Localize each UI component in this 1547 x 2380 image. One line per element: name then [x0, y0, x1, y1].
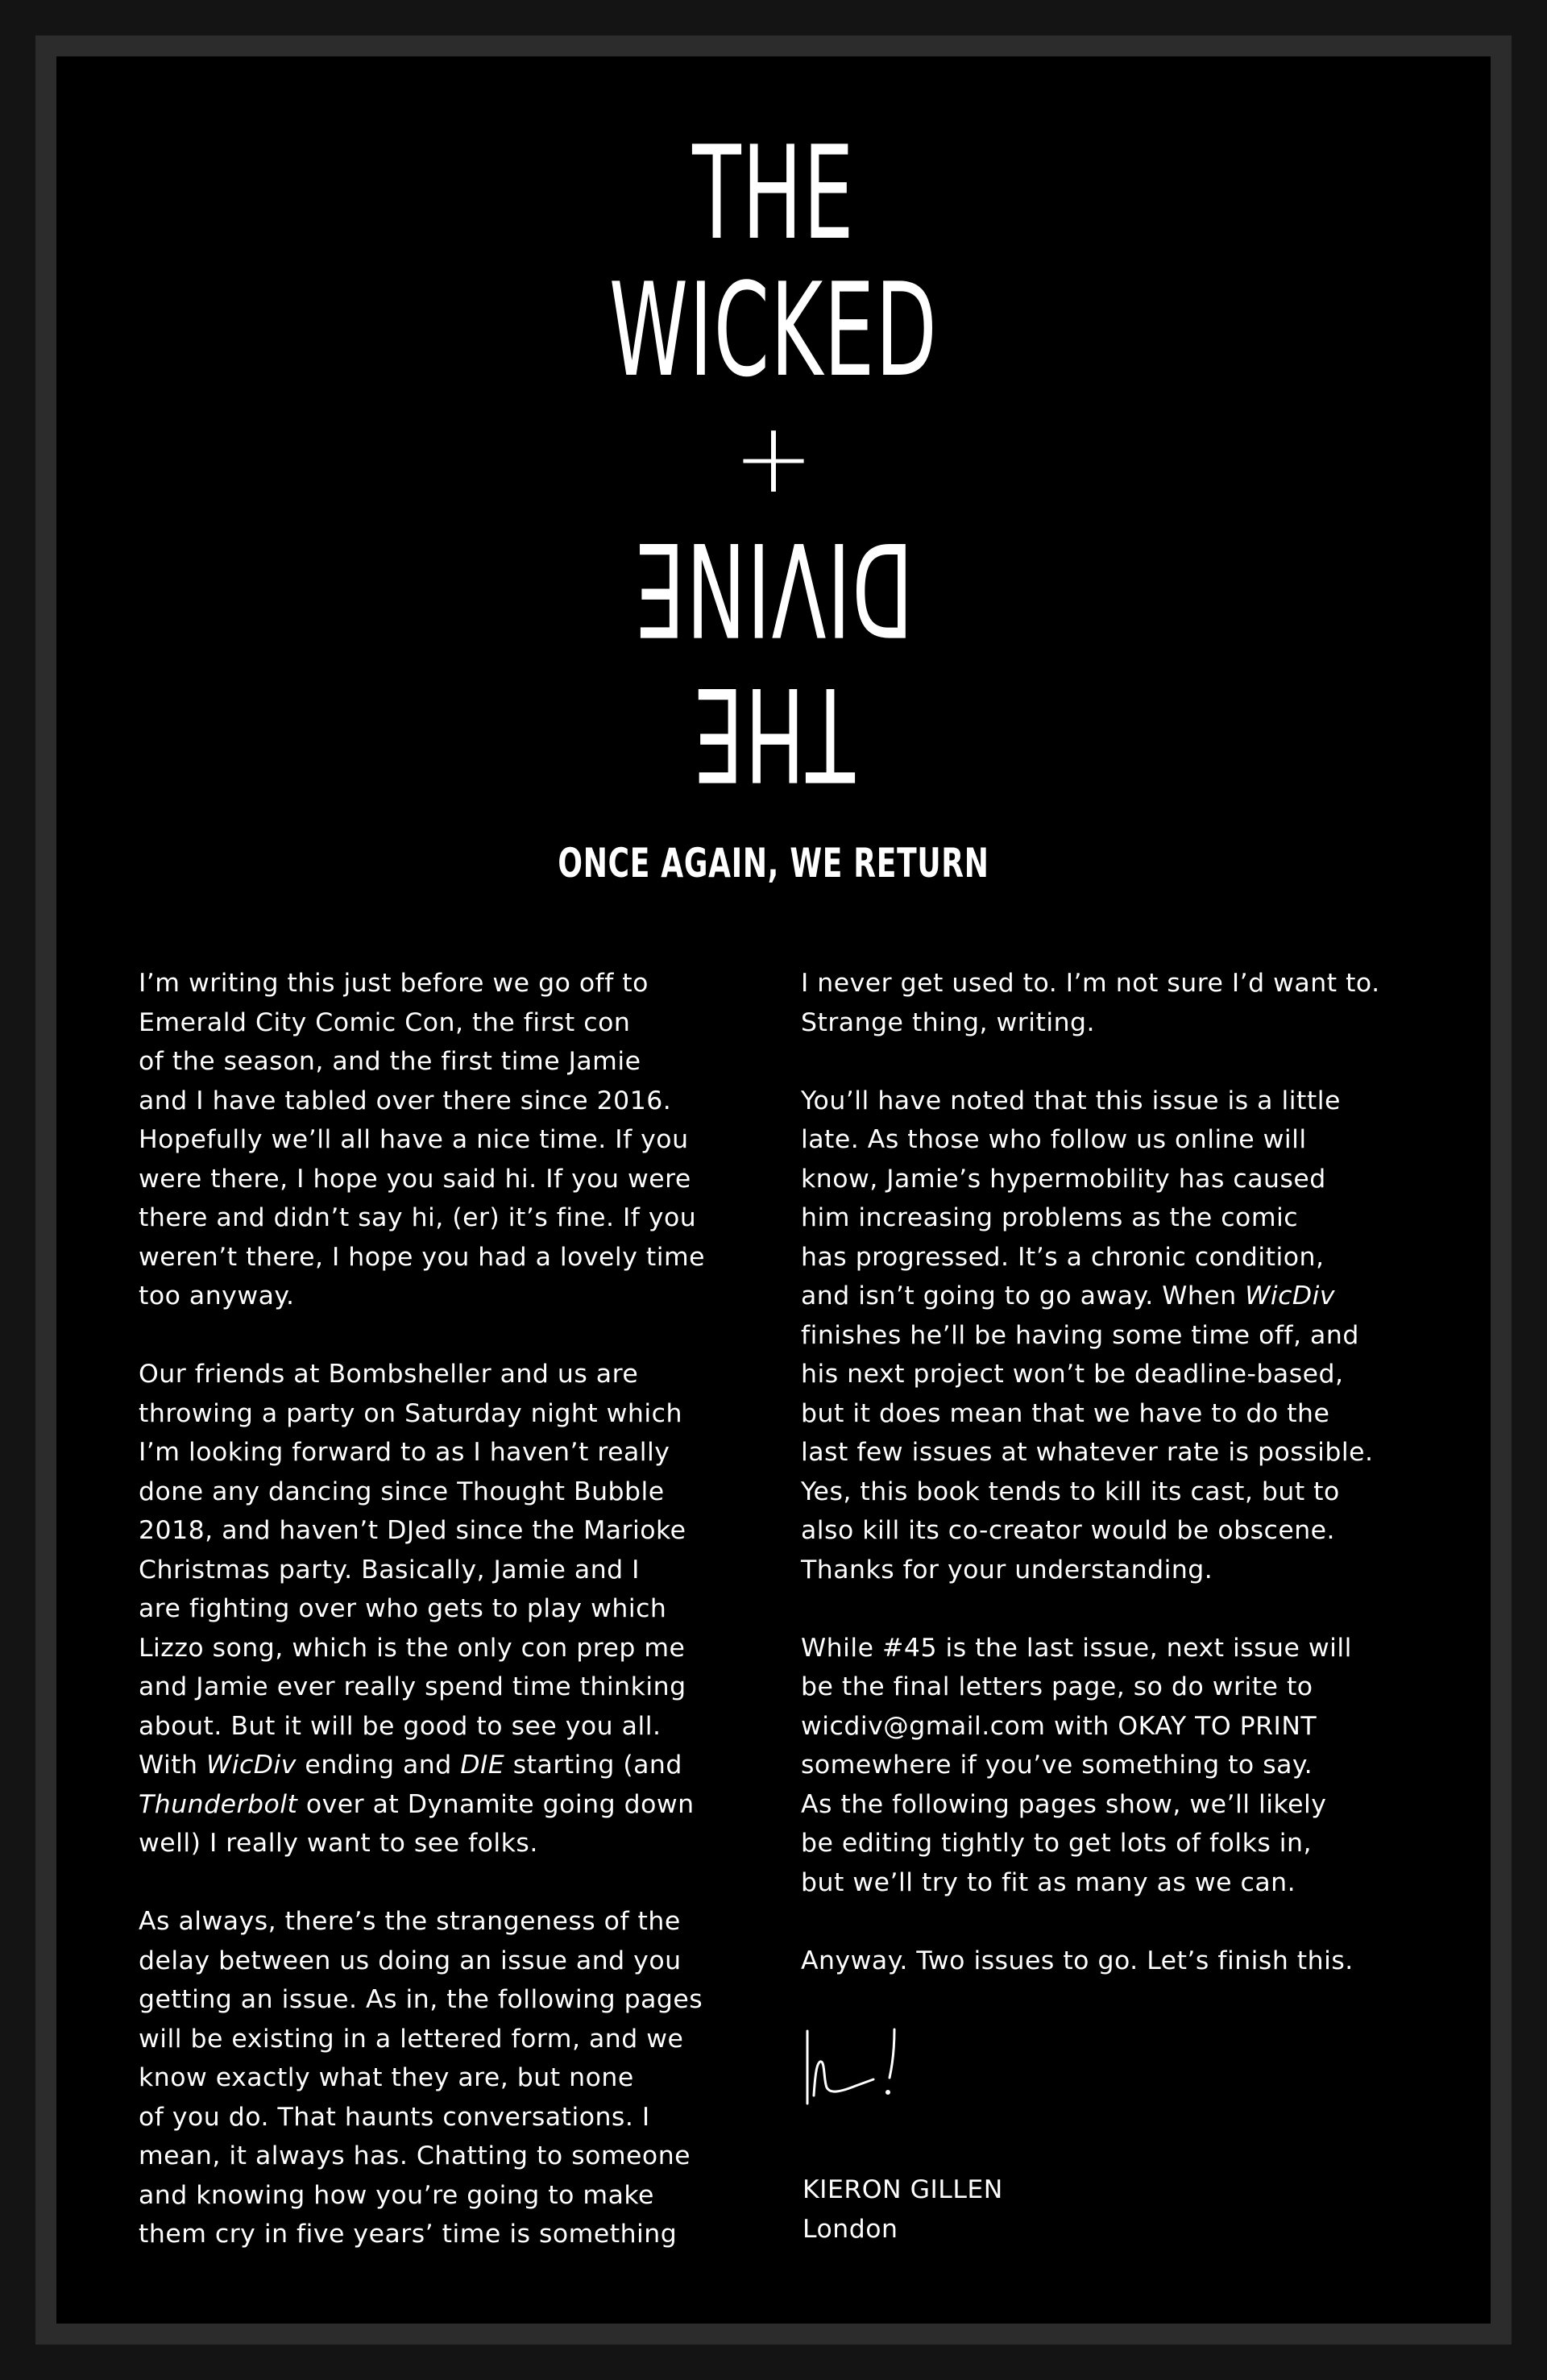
logo-plus: +	[732, 403, 815, 515]
signature-image	[799, 2015, 960, 2112]
text-line: him increasing problems as the comic	[801, 1203, 1299, 1232]
text-span: With	[139, 1751, 207, 1780]
text-line: late. As those who follow us online will	[801, 1125, 1307, 1154]
text-line: Strange thing, writing.	[801, 1007, 1096, 1037]
title-die: DIE	[460, 1751, 505, 1780]
paragraph-4	[801, 964, 1429, 1042]
text-line: weren’t there, I hope you had a lovely time	[139, 1242, 706, 1272]
text-line: his next project won’t be deadline-based,	[801, 1360, 1344, 1389]
text-line: Our friends at Bombsheller and us are	[139, 1360, 639, 1389]
text-line: Hopefully we’ll all have a nice time. If you	[139, 1125, 689, 1154]
text-line: also kill its co-creator would be obscene.	[801, 1516, 1336, 1545]
title-wicdiv: WicDiv	[206, 1751, 297, 1780]
text-line: last few issues at whatever rate is possible.	[801, 1438, 1374, 1467]
title-thunderbolt: Thunderbolt	[139, 1789, 298, 1819]
text-line: too anyway.	[139, 1281, 295, 1310]
text-span: ending and	[296, 1751, 461, 1780]
text-line	[139, 1746, 751, 1785]
text-line: mean, it always has. Chatting to someone	[139, 2141, 691, 2170]
text-line: and knowing how you’re going to make	[139, 2180, 654, 2210]
author-location: London	[803, 2214, 898, 2244]
text-line: 2018, and haven’t DJed since the Marioke	[139, 1516, 686, 1545]
paragraph-1	[139, 964, 751, 1316]
text-span: starting (and	[504, 1751, 682, 1780]
logo-wicked: WICKED	[608, 255, 939, 405]
text-line: As the following pages show, we’ll likely	[801, 1789, 1327, 1819]
text-line: of the season, and the first time Jamie	[139, 1047, 641, 1076]
logo-divine-inverted: DIVINE	[633, 513, 914, 664]
logo-the-top: THE	[692, 118, 855, 268]
text-line: As always, there’s the strangeness of the	[139, 1907, 681, 1936]
text-line: Christmas party. Basically, Jamie and I	[139, 1555, 640, 1585]
text-line: know exactly what they are, but none	[139, 2063, 634, 2092]
text-line: delay between us doing an issue and you	[139, 1946, 682, 1975]
text-line: but it does mean that we have to do the	[801, 1398, 1330, 1428]
text-line: Lizzo song, which is the only con prep me	[139, 1633, 686, 1663]
text-line	[801, 1277, 1429, 1316]
author-name: KIERON GILLEN	[803, 2175, 1003, 2204]
text-line: about. But it will be good to see you all.	[139, 1711, 662, 1741]
paragraph-2	[139, 1355, 751, 1863]
text-line: and Jamie ever really spend time thinking	[139, 1672, 686, 1701]
page-title: ONCE AGAIN, WE RETURN	[558, 840, 989, 887]
text-line: I never get used to. I’m not sure I’d want to.	[801, 969, 1380, 998]
text-line: Yes, this book tends to kill its cast, but to	[801, 1477, 1340, 1506]
text-line: Emerald City Comic Con, the first con	[139, 1007, 631, 1037]
text-line: Anyway. Two issues to go. Let’s finish this.	[801, 1946, 1354, 1975]
text-line: I’m writing this just before we go off to	[139, 969, 649, 998]
logo-the-inverted: THE	[692, 658, 855, 809]
text-span: over at Dynamite going down	[297, 1789, 695, 1819]
text-line	[139, 1785, 751, 1825]
text-line: there and didn’t say hi, (er) it’s fine. If you	[139, 1203, 697, 1232]
text-line: wicdiv@gmail.com with OKAY TO PRINT	[801, 1711, 1317, 1741]
text-line: of you do. That haunts conversations. I	[139, 2102, 650, 2132]
text-line: somewhere if you’ve something to say.	[801, 1751, 1313, 1780]
text-line: know, Jamie’s hypermobility has caused	[801, 1164, 1326, 1194]
text-line: and I have tabled over there since 2016.	[139, 1086, 672, 1115]
text-line: be the final letters page, so do write to	[801, 1672, 1313, 1701]
text-line: getting an issue. As in, the following pages	[139, 1985, 703, 2014]
text-line: throwing a party on Saturday night which	[139, 1398, 682, 1428]
paragraph-5	[801, 1082, 1429, 1590]
signoff	[803, 2170, 1003, 2249]
paragraph-7	[801, 1942, 1429, 1981]
text-line: but we’ll try to fit as many as we can.	[801, 1867, 1296, 1897]
text-line: Thanks for your understanding.	[801, 1555, 1213, 1585]
text-line: I’m looking forward to as I haven’t really	[139, 1438, 670, 1467]
right-column	[801, 964, 1429, 1980]
text-line: will be existing in a lettered form, and we	[139, 2024, 684, 2054]
text-line: be editing tightly to get lots of folks in,	[801, 1829, 1312, 1858]
text-line: them cry in five years’ time is something	[139, 2220, 678, 2249]
paragraph-6	[801, 1629, 1429, 1903]
left-column	[139, 964, 751, 2254]
text-line: are fighting over who gets to play which	[139, 1594, 667, 1623]
text-line: well) I really want to see folks.	[139, 1829, 538, 1858]
text-line: done any dancing since Thought Bubble	[139, 1477, 665, 1506]
paragraph-3	[139, 1902, 751, 2254]
text-line: You’ll have noted that this issue is a little	[801, 1086, 1341, 1115]
text-line: finishes he’ll be having some time off, and	[801, 1320, 1359, 1350]
text-line: has progressed. It’s a chronic condition,	[801, 1242, 1325, 1272]
text-span: and isn’t going to go away. When	[801, 1281, 1246, 1310]
text-line: While #45 is the last issue, next issue will	[801, 1633, 1352, 1663]
title-wicdiv: WicDiv	[1245, 1281, 1336, 1310]
text-line: were there, I hope you said hi. If you were	[139, 1164, 691, 1194]
